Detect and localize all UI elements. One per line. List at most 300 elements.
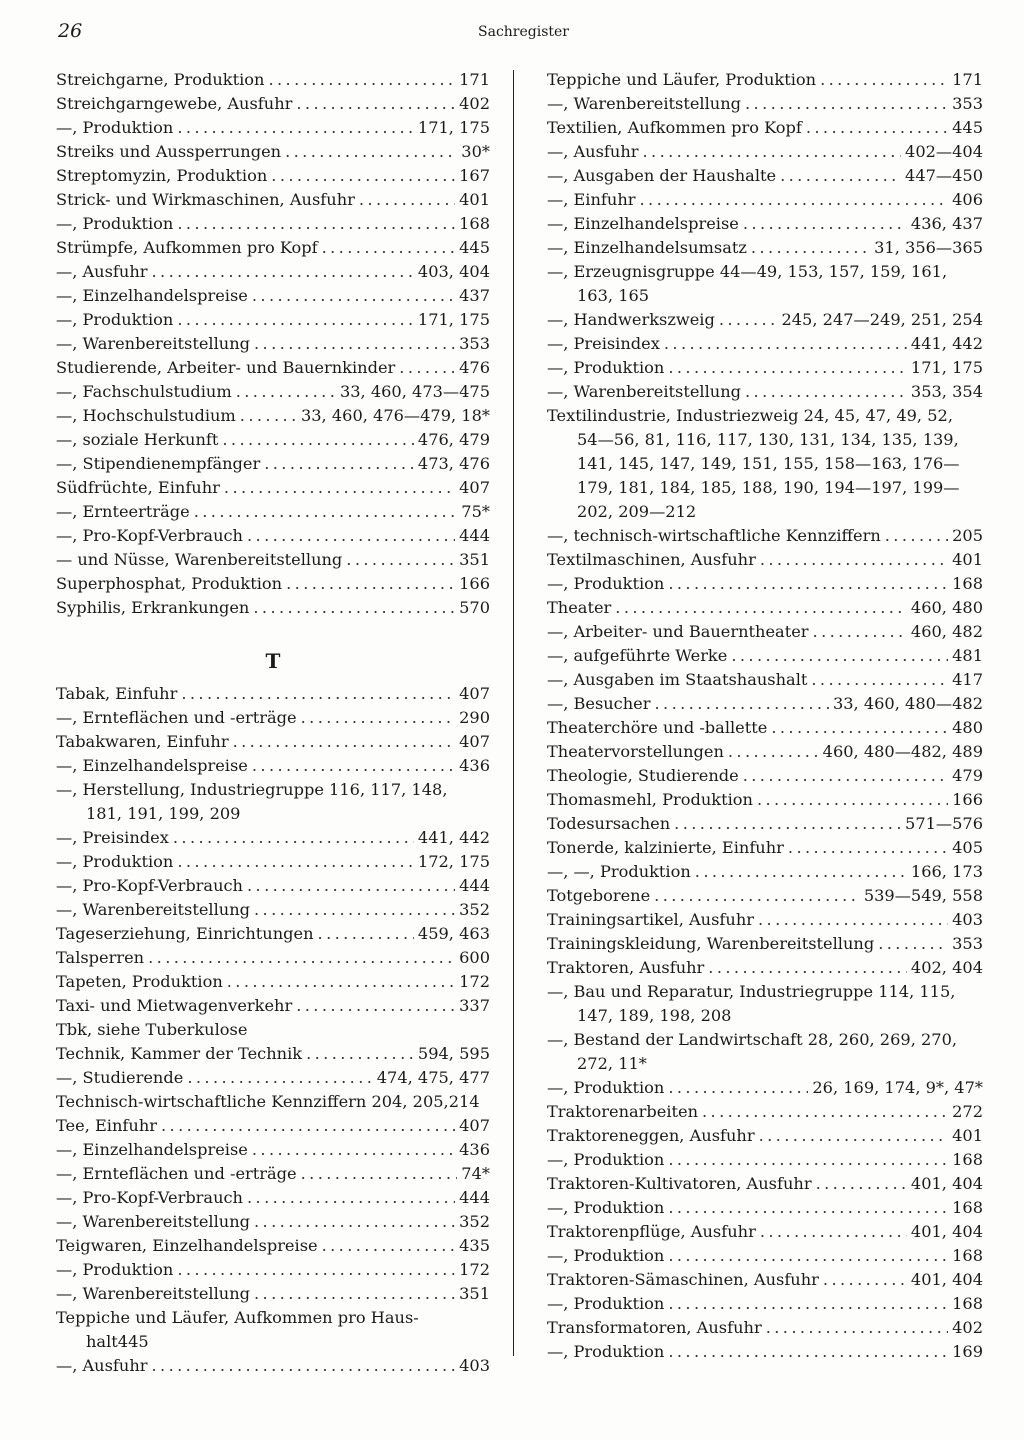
leader-dots [187,1066,372,1090]
entry-term: Tageserziehung, Einrichtungen [56,924,314,943]
entry-term: —, Preisindex [56,828,169,847]
index-entry [56,1162,490,1186]
leader-dots [668,1196,948,1220]
index-entry [547,956,983,980]
entry-continuation-text: 163, 165 [577,286,650,305]
entry-pages: 402, 404 [910,958,983,977]
leader-dots [268,68,455,92]
entry-term: —, Produktion [547,1294,665,1313]
index-entry [56,826,490,850]
index-entry-continuation [547,1004,983,1028]
leader-dots [668,1292,948,1316]
entry-pages: 407 [459,478,490,497]
index-entry [56,116,490,140]
entry-term: Streichgarngewebe, Ausfuhr [56,94,293,113]
entry-term: —, Einzelhandelspreise [56,286,248,305]
index-entry [547,1172,983,1196]
leader-dots [240,404,297,428]
entry-pages: 353, 354 [910,382,983,401]
entry-pages: 166 [459,574,490,593]
entry-term: —, technisch-wirtschaftliche Kennziffern [547,526,881,545]
leader-dots [173,826,414,850]
entry-term: Syphilis, Erkrankungen [56,598,250,617]
entry-term: —, Ernteerträge [56,502,190,521]
entry-pages: 353 [952,934,983,953]
entry-term: —, Produktion [547,574,665,593]
leader-dots [668,1340,948,1364]
entry-term: —, Warenbereitstellung [56,334,251,353]
entry-term: Technik, Kammer der Technik [56,1044,303,1063]
entry-term: Strick- und Wirkmaschinen, Ausfuhr [56,190,355,209]
entry-term: —, —, Produktion [547,862,691,881]
index-entry [56,284,490,308]
leader-dots [731,644,948,668]
index-entry [56,850,490,874]
index-entry [547,1100,983,1124]
leader-dots [148,946,455,970]
entry-pages: 405 [952,838,983,857]
entry-pages: 480 [952,718,983,737]
entry-pages: 435 [459,1236,490,1255]
entry-continuation-text: 147, 189, 198, 208 [577,1006,732,1025]
index-entry [56,572,490,596]
entry-term: Studierende, Arbeiter- und Bauernkinder [56,358,396,377]
entry-pages: 171, 175 [417,310,490,329]
entry-pages: 205 [952,526,983,545]
index-entry [547,92,983,116]
entry-term: —, Produktion [547,1342,665,1361]
running-head: Sachregister [478,24,569,40]
entry-term: —, Bau und Reparatur, Industriegruppe 114, 115, [547,982,956,1001]
leader-dots [271,164,455,188]
entry-term: Teppiche und Läufer, Aufkommen pro Haus- [56,1308,419,1327]
leader-dots [615,596,907,620]
entry-pages: 436 [459,756,490,775]
index-entry [547,356,983,380]
index-entry [547,404,983,428]
leader-dots [264,452,414,476]
leader-dots [222,428,414,452]
entry-term: Tabakwaren, Einfuhr [56,732,229,751]
index-entry [56,188,490,212]
entry-term: Technisch-wirtschaftliche Kennziffern 204, 205,214 [56,1092,480,1111]
leader-dots [346,548,455,572]
index-entry [547,188,983,212]
entry-term: —, Einzelhandelsumsatz [547,238,747,257]
entry-pages: 436, 437 [910,214,983,233]
entry-pages: 447—450 [905,166,983,185]
entry-pages: 33, 460, 480—482 [832,694,983,713]
entry-term: Tabak, Einfuhr [56,684,178,703]
entry-term: —, Warenbereitstellung [56,1212,251,1231]
index-entry-continuation [547,500,983,524]
index-entry [56,994,490,1018]
index-entry [547,692,983,716]
index-entry [56,1138,490,1162]
entry-term: Strümpfe, Aufkommen pro Kopf [56,238,318,257]
entry-term: Streiks und Aussperrungen [56,142,282,161]
leader-dots [728,740,819,764]
entry-pages: 351 [459,550,490,569]
index-entry [56,308,490,332]
leader-dots [743,764,948,788]
index-entry [547,1316,983,1340]
entry-term: —, Stipendienempfänger [56,454,261,473]
index-entry-continuation [547,284,983,308]
index-entry [547,1196,983,1220]
section-gap [56,620,490,644]
leader-dots [286,572,455,596]
entry-pages: 459, 463 [417,924,490,943]
entry-term: —, Handwerkszweig [547,310,715,329]
leader-dots [224,476,455,500]
index-entry [547,908,983,932]
index-entry [56,898,490,922]
leader-dots [399,356,455,380]
index-entry [56,524,490,548]
entry-pages: 168 [952,1198,983,1217]
leader-dots [252,754,455,778]
entry-term: Teppiche und Läufer, Produktion [547,70,817,89]
leader-dots [668,1076,808,1100]
index-entry [56,706,490,730]
leader-dots [743,212,907,236]
entry-term: —, Produktion [56,214,174,233]
entry-pages: 33, 460, 473—475 [339,382,490,401]
entry-pages: 594, 595 [417,1044,490,1063]
leader-dots [301,706,455,730]
entry-term: Talsperren [56,948,145,967]
entry-term: —, Warenbereitstellung [547,382,742,401]
entry-pages: 31, 356—365 [874,238,983,257]
leader-dots [301,1162,458,1186]
entry-pages: 479 [952,766,983,785]
entry-pages: 539—549, 558 [863,886,983,905]
entry-term: —, Produktion [547,1198,665,1217]
entry-term: Textilien, Aufkommen pro Kopf [547,118,802,137]
index-entry [56,1210,490,1234]
index-entry [56,1066,490,1090]
entry-term: Traktoreneggen, Ausfuhr [547,1126,755,1145]
entry-pages: 168 [952,1294,983,1313]
entry-term: —, Warenbereitstellung [56,1284,251,1303]
leader-dots [813,620,907,644]
index-entry [547,308,983,332]
entry-pages: 403 [952,910,983,929]
index-entry [547,380,983,404]
leader-dots [668,1148,948,1172]
entry-term: —, Fachschulstudium [56,382,232,401]
index-entry [547,1220,983,1244]
left-entries-t [56,682,490,1378]
entry-pages: 406 [952,190,983,209]
index-entry [56,356,490,380]
entry-term: — und Nüsse, Warenbereitstellung [56,550,343,569]
index-entry [56,476,490,500]
leader-dots [820,68,948,92]
entry-term: —, Einzelhandelspreise [547,214,739,233]
leader-dots [757,788,948,812]
entry-continuation-text: 179, 181, 184, 185, 188, 190, 194—197, 199— [577,478,960,497]
index-entry [56,164,490,188]
entry-pages: 353 [952,94,983,113]
leader-dots [306,1042,414,1066]
leader-dots [759,1124,949,1148]
index-entry [56,140,490,164]
index-entry [56,380,490,404]
index-entry [56,332,490,356]
entry-term: —, Produktion [56,1260,174,1279]
leader-dots [668,1244,948,1268]
entry-pages: 166 [952,790,983,809]
entry-pages: 444 [459,876,490,895]
leader-dots [664,332,907,356]
entry-pages: 166, 173 [910,862,983,881]
index-entry [56,452,490,476]
entry-term: —, Herstellung, Industriegruppe 116, 117, 148, [56,780,448,799]
index-entry [547,1244,983,1268]
index-entry [56,428,490,452]
entry-pages: 460, 480 [910,598,983,617]
entry-pages: 401, 404 [910,1174,983,1193]
entry-term: —, Erzeugnisgruppe 44—49, 153, 157, 159, 161, [547,262,948,281]
entry-term: Theaterchöre und -ballette [547,718,768,737]
entry-pages: 33, 460, 476—479, 18* [300,406,490,425]
leader-dots [655,692,829,716]
index-entry [547,860,983,884]
entry-term: —, Produktion [547,1078,665,1097]
leader-dots [642,140,901,164]
entry-term: Streichgarne, Produktion [56,70,265,89]
entry-pages: 436 [459,1140,490,1159]
entry-term: Streptomyzin, Produktion [56,166,268,185]
index-entry [547,260,983,284]
entry-term: —, Ausfuhr [547,142,639,161]
entry-term: —, soziale Herkunft [56,430,219,449]
entry-pages: 570 [459,598,490,617]
entry-term: Traktoren-Kultivatoren, Ausfuhr [547,1174,812,1193]
entry-term: —, Warenbereitstellung [547,94,742,113]
entry-term: Traktorenarbeiten [547,1102,699,1121]
index-entry [56,778,490,802]
entry-term: Superphosphat, Produktion [56,574,283,593]
entry-term: —, Produktion [547,358,665,377]
entry-term: —, Preisindex [547,334,660,353]
entry-pages: 290 [459,708,490,727]
right-entries-t [547,68,983,1364]
entry-pages: 245, 247—249, 251, 254 [781,310,983,329]
index-entry [547,932,983,956]
index-entry [56,970,490,994]
entry-pages: 481 [952,646,983,665]
leader-dots [668,356,907,380]
entry-continuation-text: 141, 145, 147, 149, 151, 155, 158—163, 176— [577,454,960,473]
entry-continuation-text: 181, 191, 199, 209 [86,804,241,823]
index-entry [547,836,983,860]
leader-dots [745,92,948,116]
entry-pages: 171, 175 [417,118,490,137]
leader-dots [758,908,948,932]
index-entry [56,1114,490,1138]
entry-pages: 571—576 [905,814,983,833]
entry-term: Tonerde, kalzinierte, Einfuhr [547,838,784,857]
entry-term: Trainingskleidung, Warenbereitstellung [547,934,875,953]
entry-pages: 402 [459,94,490,113]
entry-pages: 402—404 [905,142,983,161]
leader-dots [254,332,455,356]
leader-dots [788,836,948,860]
index-entry [56,1186,490,1210]
entry-pages: 30* [461,142,490,161]
entry-pages: 417 [952,670,983,689]
entry-pages: 437 [459,286,490,305]
index-entry-continuation [547,1052,983,1076]
entry-term: —, Ernteflächen und -erträge [56,1164,297,1183]
index-entry-continuation [56,1330,490,1354]
index-entry [547,764,983,788]
leader-dots [674,812,901,836]
leader-dots [285,140,457,164]
entry-term: —, Einzelhandelspreise [56,1140,248,1159]
leader-dots [151,260,413,284]
leader-dots [780,164,901,188]
leader-dots [253,596,455,620]
entry-term: Textilmaschinen, Ausfuhr [547,550,756,569]
entry-pages: 407 [459,1116,490,1135]
index-entry [547,68,983,92]
entry-pages: 26, 169, 174, 9*, 47* [812,1078,983,1097]
leader-dots [233,730,456,754]
leader-dots [247,1186,455,1210]
entry-term: —, Besucher [547,694,651,713]
leader-dots [708,956,907,980]
leader-dots [296,92,455,116]
index-entry-continuation [547,428,983,452]
entry-term: Tapeten, Produktion [56,972,223,991]
entry-pages: 600 [459,948,490,967]
leader-dots [177,212,455,236]
entry-pages: 460, 480—482, 489 [822,742,983,761]
entry-term: Tee, Einfuhr [56,1116,157,1135]
entry-pages: 171, 175 [910,358,983,377]
index-entry [56,1042,490,1066]
index-entry [56,922,490,946]
entry-pages: 407 [459,684,490,703]
leader-dots [702,1100,948,1124]
leader-dots [771,716,948,740]
leader-dots [668,572,948,596]
entry-pages: 172 [459,1260,490,1279]
entry-term: Theologie, Studierende [547,766,739,785]
leader-dots [254,1282,455,1306]
leader-dots [816,1172,907,1196]
leader-dots [745,380,907,404]
index-entry [547,1028,983,1052]
entry-pages: 444 [459,1188,490,1207]
index-entry [547,1124,983,1148]
entry-pages: 168 [952,1246,983,1265]
entry-continuation-text: 54—56, 81, 116, 117, 130, 131, 134, 135, 139, [577,430,959,449]
entry-term: —, Studierende [56,1068,184,1087]
entry-term: Thomasmehl, Produktion [547,790,753,809]
entry-pages: 444 [459,526,490,545]
leader-dots [177,308,414,332]
index-entry [547,788,983,812]
index-entry [547,116,983,140]
entry-term: —, Ausfuhr [56,1356,148,1375]
entry-pages: 172, 175 [417,852,490,871]
entry-pages: 168 [952,574,983,593]
leader-dots [254,1210,455,1234]
leader-dots [318,922,414,946]
leader-dots [878,932,948,956]
index-entry [56,500,490,524]
index-entry [56,754,490,778]
entry-term: Traktoren, Ausfuhr [547,958,705,977]
entry-pages: 351 [459,1284,490,1303]
index-entry [547,1076,983,1100]
right-column [547,68,983,1364]
leader-dots [811,668,948,692]
index-entry [547,1268,983,1292]
entry-term: —, Ernteflächen und -erträge [56,708,297,727]
entry-pages: 171 [952,70,983,89]
entry-term: —, Bestand der Landwirtschaft 28, 260, 269, 270, [547,1030,958,1049]
index-entry [56,1090,490,1114]
entry-term: Transformatoren, Ausfuhr [547,1318,762,1337]
entry-term: —, Produktion [56,118,174,137]
entry-term: Totgeborene [547,886,651,905]
entry-continuation-text: 202, 209—212 [577,502,697,521]
column-divider [513,70,514,1356]
index-entry [547,620,983,644]
entry-term: —, Pro-Kopf-Verbrauch [56,876,243,895]
leader-dots [151,1354,455,1378]
index-entry [56,92,490,116]
entry-pages: 353 [459,334,490,353]
leader-dots [639,188,948,212]
index-entry [547,980,983,1004]
entry-term: Textilindustrie, Industriezweig 24, 45, 47, 49, 52, [547,406,953,425]
entry-pages: 474, 475, 477 [376,1068,490,1087]
index-entry [547,812,983,836]
entry-pages: 476, 479 [417,430,490,449]
entry-term: Traktorenpflüge, Ausfuhr [547,1222,756,1241]
index-entry [56,548,490,572]
entry-term: Südfrüchte, Einfuhr [56,478,220,497]
entry-term: Theatervorstellungen [547,742,724,761]
entry-pages: 168 [459,214,490,233]
index-entry [56,1282,490,1306]
index-entry [547,548,983,572]
index-entry [56,1258,490,1282]
section-letter: T [265,649,281,673]
entry-pages: 441, 442 [417,828,490,847]
leader-dots [227,970,455,994]
entry-pages: 460, 482 [910,622,983,641]
entry-term: —, Hochschulstudium [56,406,236,425]
entry-term: —, Einzelhandelspreise [56,756,248,775]
leader-dots [247,524,455,548]
left-entries-s [56,68,490,620]
leader-dots [823,1268,907,1292]
index-entry [547,572,983,596]
leader-dots [322,236,456,260]
leader-dots [236,380,336,404]
entry-pages: 476 [459,358,490,377]
leader-dots [719,308,778,332]
leader-dots [296,994,455,1018]
